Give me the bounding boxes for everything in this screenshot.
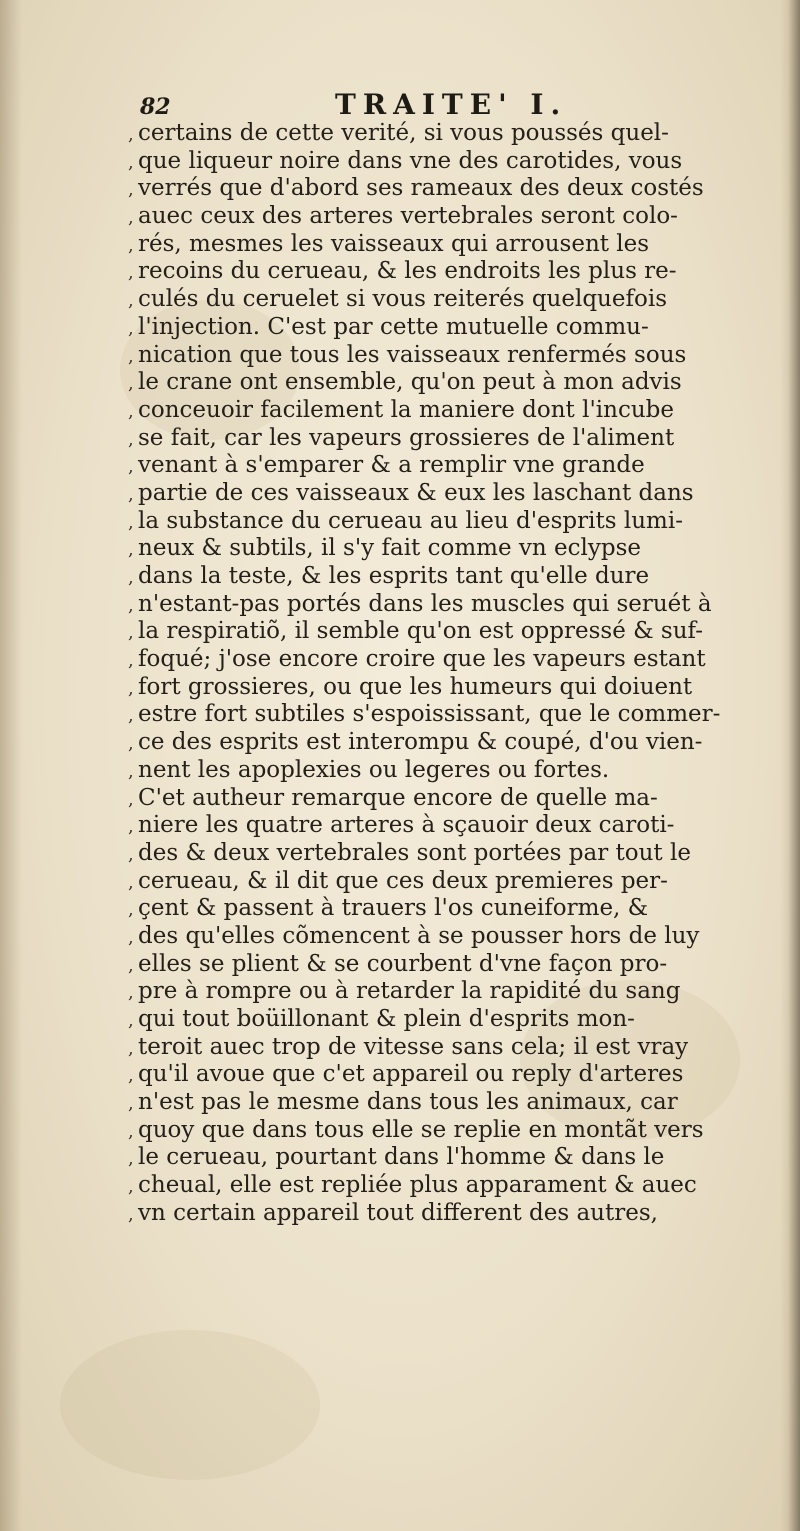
line-text: venant à s'emparer & a remplir vne grande	[138, 452, 645, 479]
line-text: nication que tous les vaisseaux renfermés sous	[138, 341, 687, 368]
quotation-mark: ,	[128, 1037, 134, 1059]
line-text: niere les quatre arteres à sçauoir deux caroti-	[138, 812, 675, 839]
line-text: certains de cette verité, si vous poussés quel-	[138, 120, 669, 146]
line-text: la substance du cerueau au lieu d'esprits lumi-	[138, 507, 683, 534]
text-line	[128, 286, 778, 314]
text-line	[128, 757, 778, 785]
text-line	[128, 203, 778, 231]
quotation-mark: ,	[128, 650, 134, 672]
text-line	[128, 840, 778, 868]
quotation-mark: ,	[128, 926, 134, 948]
line-text: auec ceux des arteres vertebrales seront colo-	[138, 203, 678, 230]
text-line	[128, 646, 778, 674]
line-text: se fait, car les vapeurs grossieres de l'aliment	[138, 424, 675, 451]
quotation-mark: ,	[128, 262, 134, 284]
quotation-mark: ,	[128, 954, 134, 976]
text-line	[128, 314, 778, 342]
quotation-mark: ,	[128, 816, 134, 838]
line-text: çent & passent à trauers l'os cuneiforme, &	[138, 895, 649, 922]
text-line	[128, 231, 778, 259]
line-text: qu'il avoue que c'et appareil ou reply d'arteres	[138, 1061, 684, 1088]
quotation-mark: ,	[128, 1093, 134, 1115]
line-text: qui tout boüillonant & plein d'esprits mon-	[138, 1006, 635, 1032]
quotation-mark: ,	[128, 179, 134, 201]
running-title: TRAITE' I.	[335, 88, 568, 121]
text-line	[128, 1061, 778, 1089]
text-line	[128, 729, 778, 757]
text-line	[128, 785, 778, 813]
quotation-mark: ,	[128, 1176, 134, 1198]
text-line	[128, 1200, 778, 1228]
quotation-mark: ,	[128, 567, 134, 588]
text-line	[128, 978, 778, 1006]
text-line	[128, 342, 778, 370]
line-text: le cerueau, pourtant dans l'homme & dans le	[138, 1144, 665, 1171]
quotation-mark: ,	[128, 234, 134, 256]
text-line	[128, 812, 778, 840]
line-text: pre à rompre ou à retarder la rapidité du sang	[138, 978, 681, 1005]
quotation-mark: ,	[128, 151, 134, 173]
quotation-mark: ,	[128, 1120, 134, 1142]
quotation-mark: ,	[128, 843, 134, 865]
text-line	[128, 480, 778, 508]
quotation-mark: ,	[128, 511, 134, 533]
text-line	[128, 508, 778, 536]
page-number: 82	[140, 94, 171, 120]
page-edge	[780, 0, 800, 1531]
text-line	[128, 175, 778, 203]
quotation-mark: ,	[128, 456, 134, 478]
quotation-mark: ,	[128, 207, 134, 229]
text-line	[128, 591, 778, 619]
text-line	[128, 868, 778, 896]
text-line	[128, 1144, 778, 1172]
quotation-mark: ,	[128, 483, 134, 505]
quotation-mark: ,	[128, 677, 134, 699]
quotation-mark: ,	[128, 290, 134, 312]
text-line	[128, 1006, 778, 1034]
line-text: des qu'elles cõmencent à se pousser hors de luy	[138, 922, 700, 949]
text-line	[128, 1089, 778, 1117]
quotation-mark: ,	[128, 400, 134, 422]
text-line	[128, 120, 778, 148]
line-text: culés du ceruelet si vous reiterés quelquefois	[138, 286, 667, 313]
quotation-mark: ,	[128, 871, 134, 893]
quotation-mark: ,	[128, 982, 134, 1004]
line-text: ce des esprits est interompu & coupé, d'ou vien-	[138, 729, 703, 756]
line-text: n'estant-pas portés dans les muscles qui seruét à	[138, 590, 712, 617]
line-text: verrés que d'abord ses rameaux des deux costés	[138, 175, 704, 202]
quotation-mark: ,	[128, 1148, 134, 1170]
quotation-mark: ,	[128, 594, 134, 616]
quotation-mark: ,	[128, 733, 134, 755]
text-line	[128, 895, 778, 923]
text-line	[128, 1034, 778, 1062]
line-text: cerueau, & il dit que ces deux premieres per-	[138, 867, 668, 894]
quotation-mark: ,	[128, 317, 134, 339]
line-text: quoy que dans tous elle se replie en montãt vers	[138, 1116, 704, 1143]
line-text: nent les apoplexies ou legeres ou fortes.	[138, 756, 610, 783]
text-line	[128, 148, 778, 176]
quotation-mark: ,	[128, 760, 134, 782]
text-line	[128, 618, 778, 646]
text-line	[128, 452, 778, 480]
quotation-mark: ,	[128, 1203, 134, 1225]
quotation-mark: ,	[128, 373, 134, 395]
quotation-mark: ,	[128, 622, 134, 644]
line-text: l'injection. C'est par cette mutuelle commu-	[138, 313, 649, 340]
line-text: n'est pas le mesme dans tous les animaux, car	[138, 1089, 678, 1116]
gutter-shadow	[0, 0, 22, 1531]
text-line	[128, 425, 778, 453]
line-text: neux & subtils, il s'y fait comme vn eclypse	[138, 535, 641, 562]
text-line	[128, 369, 778, 397]
quotation-mark: ,	[128, 124, 134, 145]
quotation-mark: ,	[128, 1010, 134, 1031]
line-text: fort grossieres, ou que les humeurs qui doiuent	[138, 673, 693, 700]
line-text: estre fort subtiles s'espoississant, que le commer-	[138, 701, 721, 728]
quotation-mark: ,	[128, 539, 134, 561]
text-line	[128, 923, 778, 951]
text-line	[128, 258, 778, 286]
quotation-mark: ,	[128, 428, 134, 450]
line-text: teroit auec trop de vitesse sans cela; il est vray	[138, 1033, 689, 1060]
line-text: conceuoir facilement la maniere dont l'incube	[138, 396, 674, 423]
text-line	[128, 397, 778, 425]
body-text	[128, 120, 778, 1228]
page-header	[140, 88, 780, 122]
line-text: rés, mesmes les vaisseaux qui arrousent les	[138, 230, 650, 257]
line-text: recoins du cerueau, & les endroits les plus re-	[138, 258, 677, 285]
quotation-mark: ,	[128, 345, 134, 367]
text-line	[128, 535, 778, 563]
text-line	[128, 563, 778, 591]
line-text: dans la teste, & les esprits tant qu'elle dure	[138, 563, 650, 589]
text-line	[128, 951, 778, 979]
quotation-mark: ,	[128, 1065, 134, 1087]
line-text: vn certain appareil tout different des autres,	[138, 1199, 658, 1226]
text-line	[128, 1117, 778, 1145]
line-text: partie de ces vaisseaux & eux les laschant dans	[138, 479, 694, 506]
paper-stain	[60, 1330, 320, 1480]
text-line	[128, 1172, 778, 1200]
line-text: elles se plient & se courbent d'vne façon pro-	[138, 950, 668, 977]
quotation-mark: ,	[128, 788, 134, 810]
line-text: cheual, elle est repliée plus apparament & auec	[138, 1172, 697, 1199]
line-text: que liqueur noire dans vne des carotides, vous	[138, 147, 683, 174]
line-text: la respiratiõ, il semble qu'on est oppressé & suf-	[138, 618, 703, 645]
quotation-mark: ,	[128, 899, 134, 921]
quotation-mark: ,	[128, 705, 134, 727]
line-text: le crane ont ensemble, qu'on peut à mon advis	[138, 369, 682, 396]
line-text: foqué; j'ose encore croire que les vapeurs estant	[138, 646, 706, 673]
text-line	[128, 701, 778, 729]
text-line	[128, 674, 778, 702]
line-text: des & deux vertebrales sont portées par tout le	[138, 839, 691, 866]
line-text: C'et autheur remarque encore de quelle ma-	[138, 784, 658, 811]
